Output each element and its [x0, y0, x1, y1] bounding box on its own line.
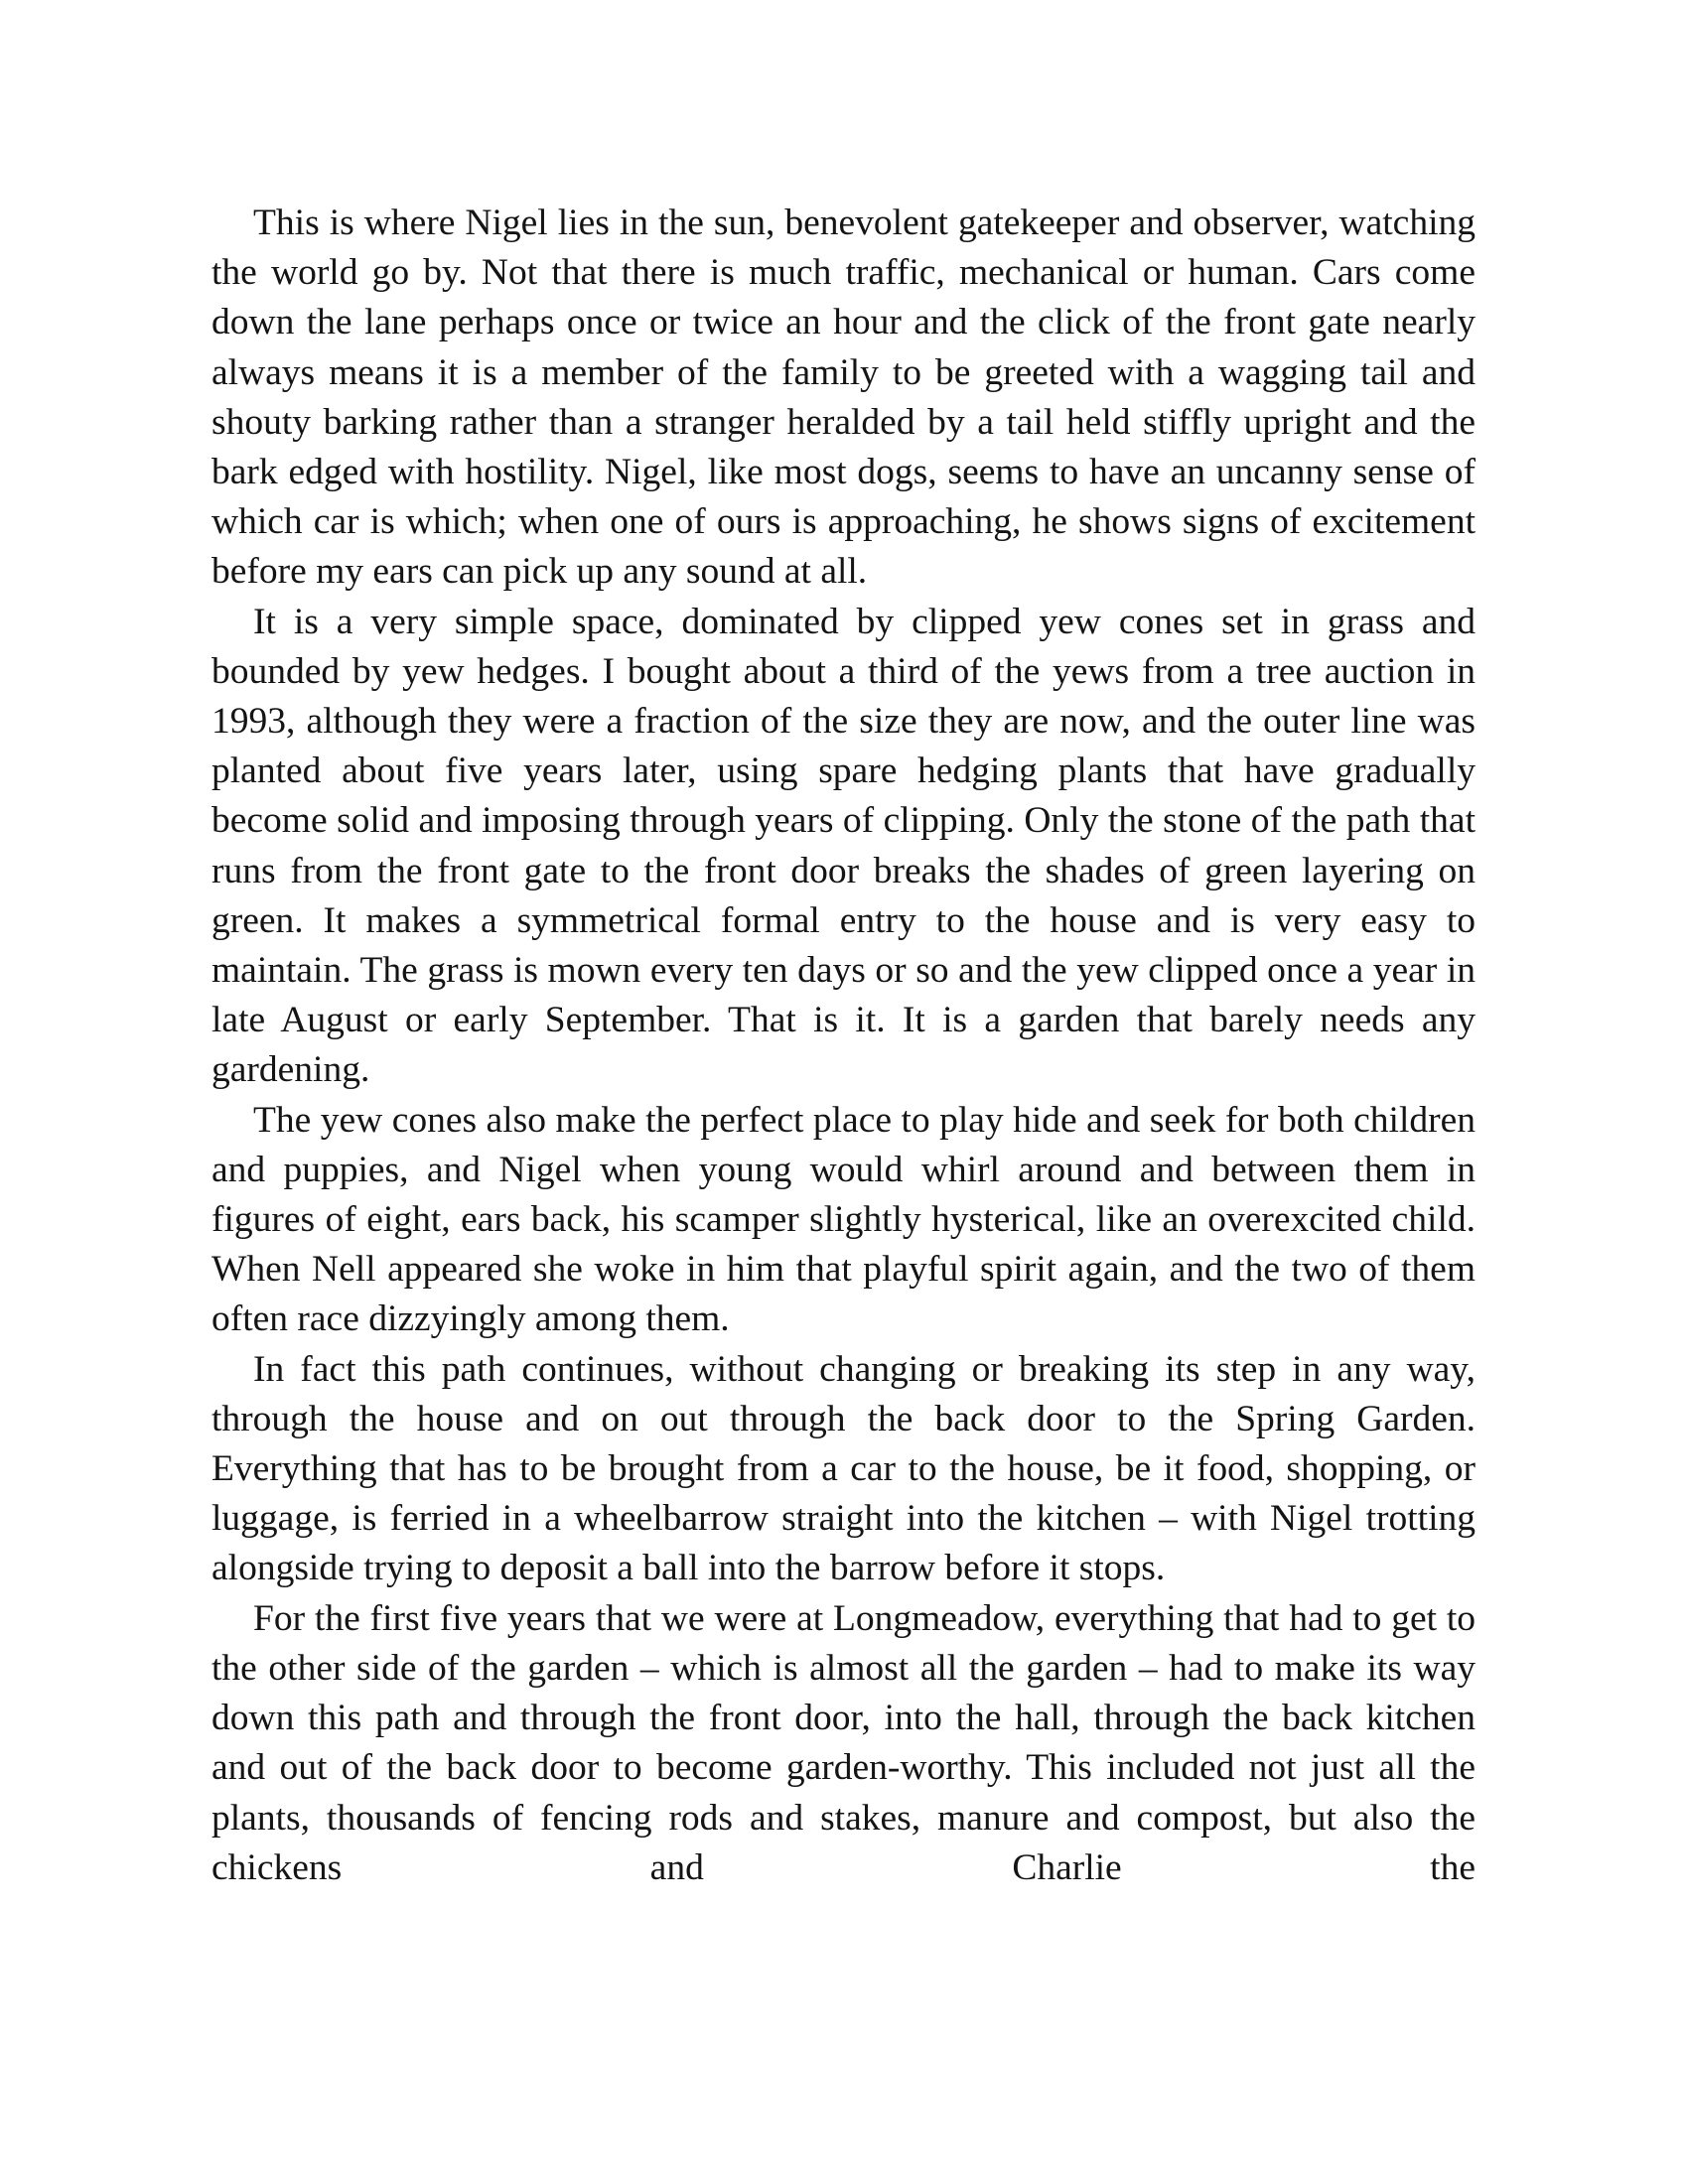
paragraph: The yew cones also make the perfect place to play hide and seek for both children and puppies, and Nigel when young would whirl around and between them in figures of eight, ears back, his scamper slightly hysterical, like an overexcited child. When Nell appeared she woke in him that playful spirit again, and the two of them often race dizzyingly among them. [211, 1099, 1476, 1340]
paragraph: In fact this path continues, without changing or breaking its step in any way, through the house and on out through the back door to the Spring Garden. Everything that has to be brought from a car to the house, be it food, shopping, or luggage, is ferried in a wheelbarrow straight into the kitchen – with Nigel trotting alongside trying to deposit a ball into the barrow before it stops. [211, 1348, 1476, 1589]
paragraph: It is a very simple space, dominated by clipped yew cones set in grass and bounded by yew hedges. I bought about a third of the yews from a tree auction in 1993, although they were a fraction of the size they are now, and the outer line was planted about five years later, using spare hedging plants that have gradually become solid and imposing through years of clipping. Only the stone of the path that runs from the front gate to the front door breaks the shades of green layering on green. It makes a symmetrical formal entry to the house and is very easy to maintain. The grass is mown every ten days or so and the yew clipped once a year in late August or early September. That is it. It is a garden that barely needs any gardening. [211, 601, 1476, 1091]
paragraph: This is where Nigel lies in the sun, benevolent gatekeeper and observer, watching the world go by. Not that there is much traffic, mechanical or human. Cars come down the lane perhaps once or twice an hour and the click of the front gate nearly always means it is a member of the family to be greeted with a wagging tail and shouty barking rather than a stranger heralded by a tail held stiffly upright and the bark edged with hostility. Nigel, like most dogs, seems to have an uncanny sense of which car is which; when one of ours is approaching, he shows signs of excitement before my ears can pick up any sound at all. [211, 203, 1476, 593]
paragraph: For the first five years that we were at Longmeadow, everything that had to get to the other side of the garden – which is almost all the garden – had to make its way down this path and through the front door, into the hall, through the back kitchen and out of the back door to become garden-worthy. This included not just all the plants, thousands of fencing rods and stakes, manure and compost, but also the chickens and Charlie the [211, 1597, 1476, 1888]
body-text [211, 199, 1476, 1893]
